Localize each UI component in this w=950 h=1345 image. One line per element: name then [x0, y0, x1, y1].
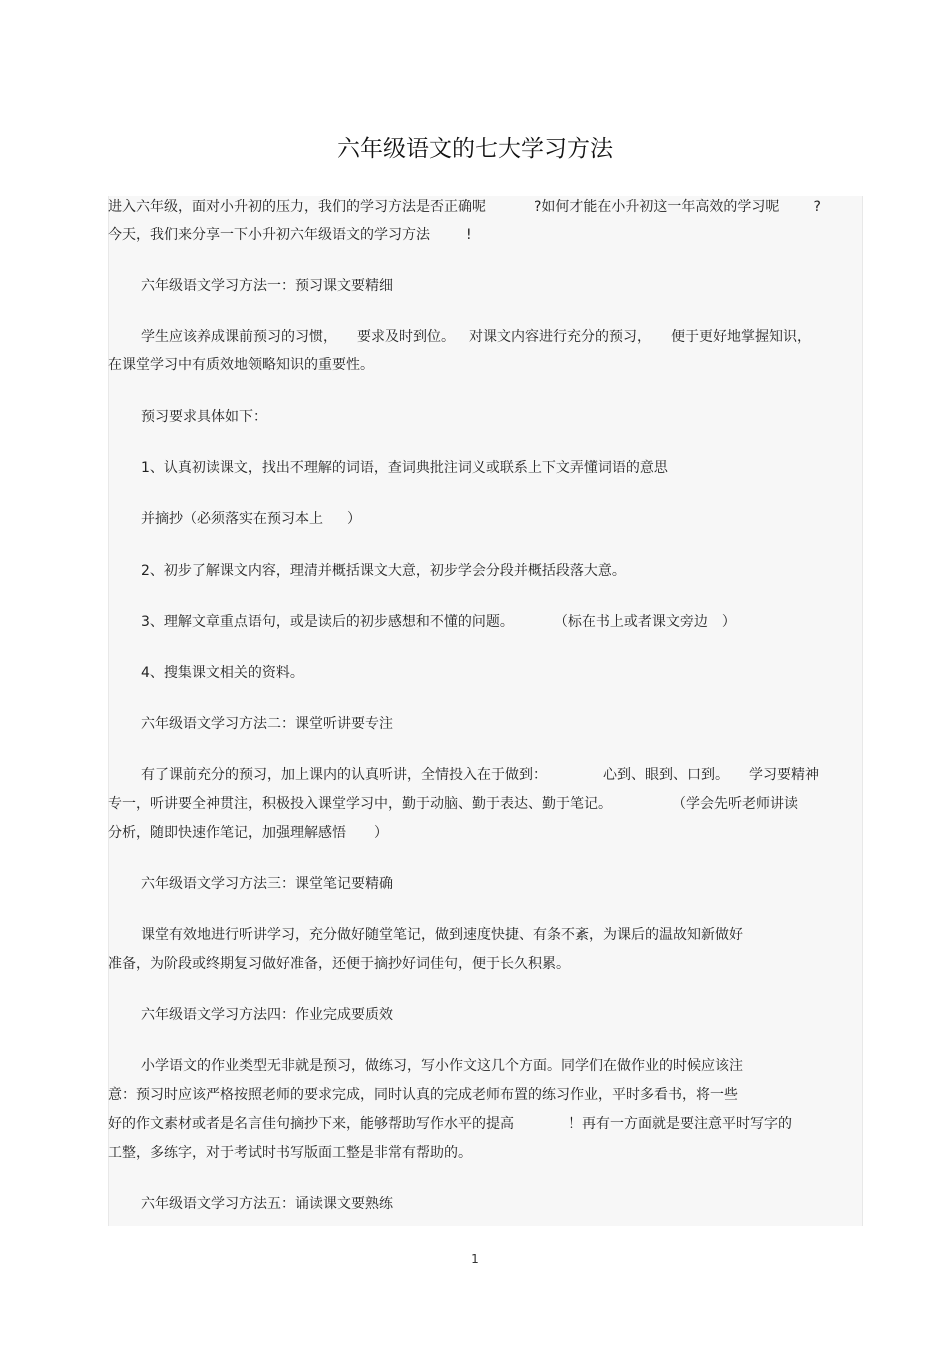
paragraph-line: 课堂有效地进行听讲学习，充分做好随堂笔记，做到速度快捷、有条不紊，为课后的温故知新做好 — [141, 927, 743, 943]
section-heading: 六年级语文学习方法二：课堂听讲要专注 — [141, 716, 393, 732]
section-heading: 六年级语文学习方法一：预习课文要精细 — [141, 278, 393, 294]
paragraph-line: 意：预习时应该严格按照老师的要求完成，同时认真的完成老师布置的练习作业，平时多看书，将一些 — [108, 1087, 738, 1103]
paragraph-line: 进入六年级，面对小升初的压力，我们的学习方法是否正确呢 ?如何才能在小升初这一年高效的学习呢 ? — [108, 199, 821, 215]
paragraph-line: 有了课前充分的预习，加上课内的认真听讲，全情投入在于做到： 心到、眼到、口到。 学习要精神 — [141, 767, 819, 783]
paragraph-line: 专一，听讲要全神贯注，积极投入课堂学习中，勤于动脑、勤于表达、勤于笔记。 （学会先听老师讲读 — [108, 796, 798, 812]
paragraph-line: 小学语文的作业类型无非就是预习，做练习，写小作文这几个方面。同学们在做作业的时候应该注 — [141, 1058, 743, 1074]
paragraph-line: 好的作文素材或者是名言佳句摘抄下来，能够帮助写作水平的提高 ！再有一方面就是要注意平时写字的 — [108, 1116, 792, 1132]
paragraph-line: 今天，我们来分享一下小升初六年级语文的学习方法 ! — [108, 227, 472, 243]
page-number: 1 — [471, 1252, 479, 1266]
paragraph-line: 在课堂学习中有质效地领略知识的重要性。 — [108, 357, 374, 373]
paragraph-line: 学生应该养成课前预习的习惯， 要求及时到位。 对课文内容进行充分的预习， 便于更好地掌握知识， — [141, 329, 811, 345]
list-item: 1、认真初读课文，找出不理解的词语，查词典批注词义或联系上下文弄懂词语的意思 — [141, 460, 668, 476]
paragraph-line: 预习要求具体如下： — [141, 409, 267, 425]
paragraph-line: 工整，多练字，对于考试时书写版面工整是非常有帮助的。 — [108, 1145, 472, 1161]
list-item: 3、理解文章重点语句，或是读后的初步感想和不懂的问题。 （标在书上或者课文旁边 ） — [141, 614, 736, 630]
list-item: 4、搜集课文相关的资料。 — [141, 665, 304, 681]
section-heading: 六年级语文学习方法五：诵读课文要熟练 — [141, 1196, 393, 1212]
list-item: 2、初步了解课文内容，理清并概括课文大意，初步学会分段并概括段落大意。 — [141, 563, 626, 579]
section-heading: 六年级语文学习方法三：课堂笔记要精确 — [141, 876, 393, 892]
paragraph-line: 分析，随即快速作笔记，加强理解感悟 ） — [108, 825, 388, 841]
section-heading: 六年级语文学习方法四：作业完成要质效 — [141, 1007, 393, 1023]
paragraph-line: 准备，为阶段或终期复习做好准备，还便于摘抄好词佳句，便于长久积累。 — [108, 956, 570, 972]
document-title: 六年级语文的七大学习方法 — [337, 136, 613, 162]
list-item-continuation: 并摘抄（必须落实在预习本上 ） — [141, 511, 361, 527]
